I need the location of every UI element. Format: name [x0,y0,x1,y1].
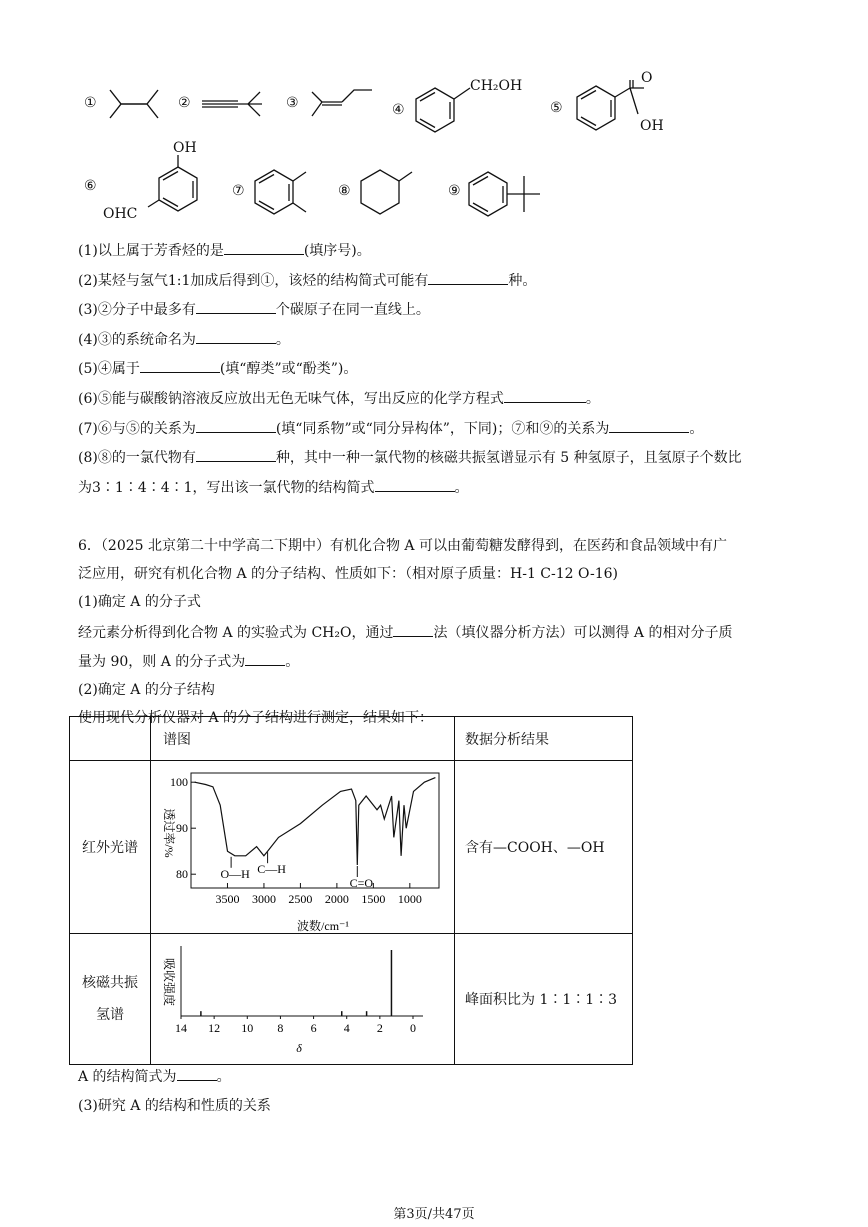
question-3 [78,299,430,320]
sub-question-1-text [78,622,733,643]
question-6 [78,388,600,409]
answer-blank[interactable] [196,299,276,314]
question-4-text: (4)③的系统命名为 [78,332,196,348]
ir-spectrum-chart [151,761,454,933]
structure-8-methylcyclohexane [356,160,416,218]
question-2-suffix: 种。 [508,273,537,289]
answer-blank[interactable] [140,358,220,373]
question-1-text: (1)以上属于芳香烃的是 [78,243,224,259]
nmr-x-tick-label: 8 [277,1021,284,1035]
nmr-x-tick-label: 12 [208,1021,221,1035]
question-5-text: (5)④属于 [78,361,140,377]
question-8-suffix: 。 [454,480,469,496]
sub-question-1-text-start: 经元素分析得到化合物 A 的实验式为 CH₂O，通过 [78,625,394,641]
structure-7-o-xylene [250,160,310,218]
structure-number-7: ⑦ [232,183,245,199]
nmr-x-tick-label: 14 [175,1021,187,1035]
problem-6-intro: 6．（2025 北京第二十中学高二下期中）有机化合物 A 可以由葡萄糖发酵得到，在医药和食品领域中有广 [78,538,727,554]
structure-number-6: ⑥ [84,178,97,194]
structure-number-2: ② [178,95,191,111]
question-5 [78,358,357,379]
ir-x-axis-label: 波数/cm⁻¹ [297,919,349,933]
structure-2-skeletal-formula [198,82,268,128]
ir-result: 含有—COOH、—OH [455,761,633,934]
nmr-x-axis-label: δ [296,1041,302,1055]
answer-blank[interactable] [393,622,433,637]
ir-y-tick-label: 100 [170,775,188,790]
structure-number-1: ① [84,95,97,111]
structure-6-benzene-ring [140,155,210,217]
question-2-text: (2)某烃与氢气1:1加成后得到①，该烃的结构简式可能有 [78,273,429,289]
structure-number-3: ③ [286,95,299,111]
nmr-x-tick-label: 2 [376,1021,383,1035]
structure-number-9: ⑨ [448,183,461,199]
structure-3-skeletal-formula [306,82,376,128]
table-header-result: 数据分析结果 [455,717,633,761]
sub-question-2-title: (2)确定 A 的分子结构 [78,682,215,698]
question-4-suffix: 。 [275,332,290,348]
structure-number-8: ⑧ [338,183,351,199]
nmr-spectrum-cell [151,934,455,1065]
problem-6-intro-continued: 泛应用，研究有机化合物 A 的分子结构、性质如下：（相对原子质量：H-1 C-12 O-16) [78,566,619,582]
sub-question-1-text-end: 法（填仪器分析方法）可以测得 A 的相对分子质 [433,625,733,641]
nmr-x-tick-label: 4 [343,1021,350,1035]
answer-blank[interactable] [609,418,689,433]
ir-y-tick-label: 80 [176,867,188,882]
question-6-suffix: 。 [585,391,600,407]
ir-y-tick-label: 90 [176,821,188,836]
answer-blank[interactable] [224,240,304,255]
question-4 [78,329,290,350]
ir-spectrum-curve [195,778,436,865]
question-8-text: (8)⑧的一氯代物有 [78,450,196,466]
structure-9-tert-butylbenzene [466,164,546,220]
structure-4-group-label: CH₂OH [470,78,523,94]
question-3-suffix: 个碳原子在同一直线上。 [275,302,430,318]
question-7-suffix: 。 [689,421,704,437]
answer-blank[interactable] [504,388,586,403]
nmr-x-tick-label: 6 [310,1021,317,1035]
nmr-label-line-2: 氢谱 [96,1007,124,1023]
structure-number-4: ④ [392,102,405,118]
nmr-result: 峰面积比为 1∶1∶1∶3 [455,934,633,1065]
nmr-spectrum-chart [151,934,454,1064]
answer-structure-line [78,1066,231,1087]
answer-structure-suffix: 。 [216,1069,231,1085]
structure-6-hydroxyl-label: OH [173,140,197,156]
question-8-line-1 [78,447,742,468]
ir-annotation-label: C—H [257,862,286,877]
structure-1-skeletal-formula [104,82,164,128]
sub-question-1-title: (1)确定 A 的分子式 [78,594,201,610]
ir-annotation-label: C=O [349,876,374,890]
structure-5-oxygen-label: O [641,70,653,86]
answer-structure-text: A 的结构简式为 [78,1069,177,1085]
sub-question-3-title: (3)研究 A 的结构和性质的关系 [78,1098,271,1114]
ir-spectrum-cell [151,761,455,934]
sub-question-1-line-2-end: 。 [285,654,300,670]
structure-6-aldehyde-label: OHC [103,206,138,222]
answer-blank[interactable] [177,1066,217,1081]
ir-y-axis-label: 透过率/% [162,808,176,858]
page-footer: 第3页/共47页 [393,1207,475,1222]
ir-x-tick-label: 3500 [215,892,240,906]
question-1-suffix: (填序号)。 [303,243,371,259]
nmr-y-axis-label: 吸收强度 [162,957,176,1007]
ir-x-tick-label: 1500 [361,892,386,906]
question-1 [78,240,371,261]
nmr-x-tick-label: 0 [410,1021,416,1035]
answer-blank[interactable] [196,329,276,344]
nmr-axes [181,946,423,1016]
question-7-middle: (填“同系物”或“同分异构体”，下同)；⑦和⑨的关系为 [275,421,610,437]
question-6-text: (6)⑤能与碳酸钠溶液反应放出无色无味气体，写出反应的化学方程式 [78,391,504,407]
question-3-text: (3)②分子中最多有 [78,302,196,318]
analysis-results-table [69,716,633,1065]
structure-4-benzene-ring [410,76,472,136]
sub-question-1-text-line-2 [78,651,299,672]
ir-x-tick-label: 3000 [251,892,276,906]
answer-blank[interactable] [375,477,455,492]
nmr-label-line-1: 核磁共振 [82,975,138,991]
question-7-text: (7)⑥与⑤的关系为 [78,421,196,437]
table-header-spectrum: 谱图 [151,717,455,761]
ir-annotation-label: O—H [220,866,250,881]
question-7 [78,418,703,439]
question-8-text-line-2: 为3∶1∶4∶4∶1，写出该一氯代物的结构简式 [78,480,375,496]
ir-x-tick-label: 1000 [397,892,422,906]
structure-number-5: ⑤ [550,100,563,116]
ir-x-tick-label: 2000 [324,892,349,906]
answer-blank[interactable] [428,270,508,285]
answer-blank[interactable] [196,447,276,462]
nmr-x-tick-label: 10 [241,1021,254,1035]
question-2 [78,270,536,291]
question-8-text-continued: 种，其中一种一氯代物的核磁共振氢谱显示有 5 种氢原子，且氢原子个数比 [275,450,742,466]
table-header-empty [70,717,151,761]
answer-blank[interactable] [196,418,276,433]
question-8-line-2 [78,477,469,498]
question-5-suffix: (填“醇类”或“酚类”)。 [219,361,358,377]
nmr-label-cell [70,934,151,1065]
sub-question-1-line-2-start: 量为 90，则 A 的分子式为 [78,654,246,670]
ir-spectrum-label: 红外光谱 [70,761,151,934]
sub-question-2-intro: 使用现代分析仪器对 A 的分子结构进行测定，结果如下： [78,710,434,726]
structure-5-hydroxyl-label: OH [640,118,664,134]
ir-x-tick-label: 2500 [288,892,313,906]
answer-blank[interactable] [245,651,285,666]
